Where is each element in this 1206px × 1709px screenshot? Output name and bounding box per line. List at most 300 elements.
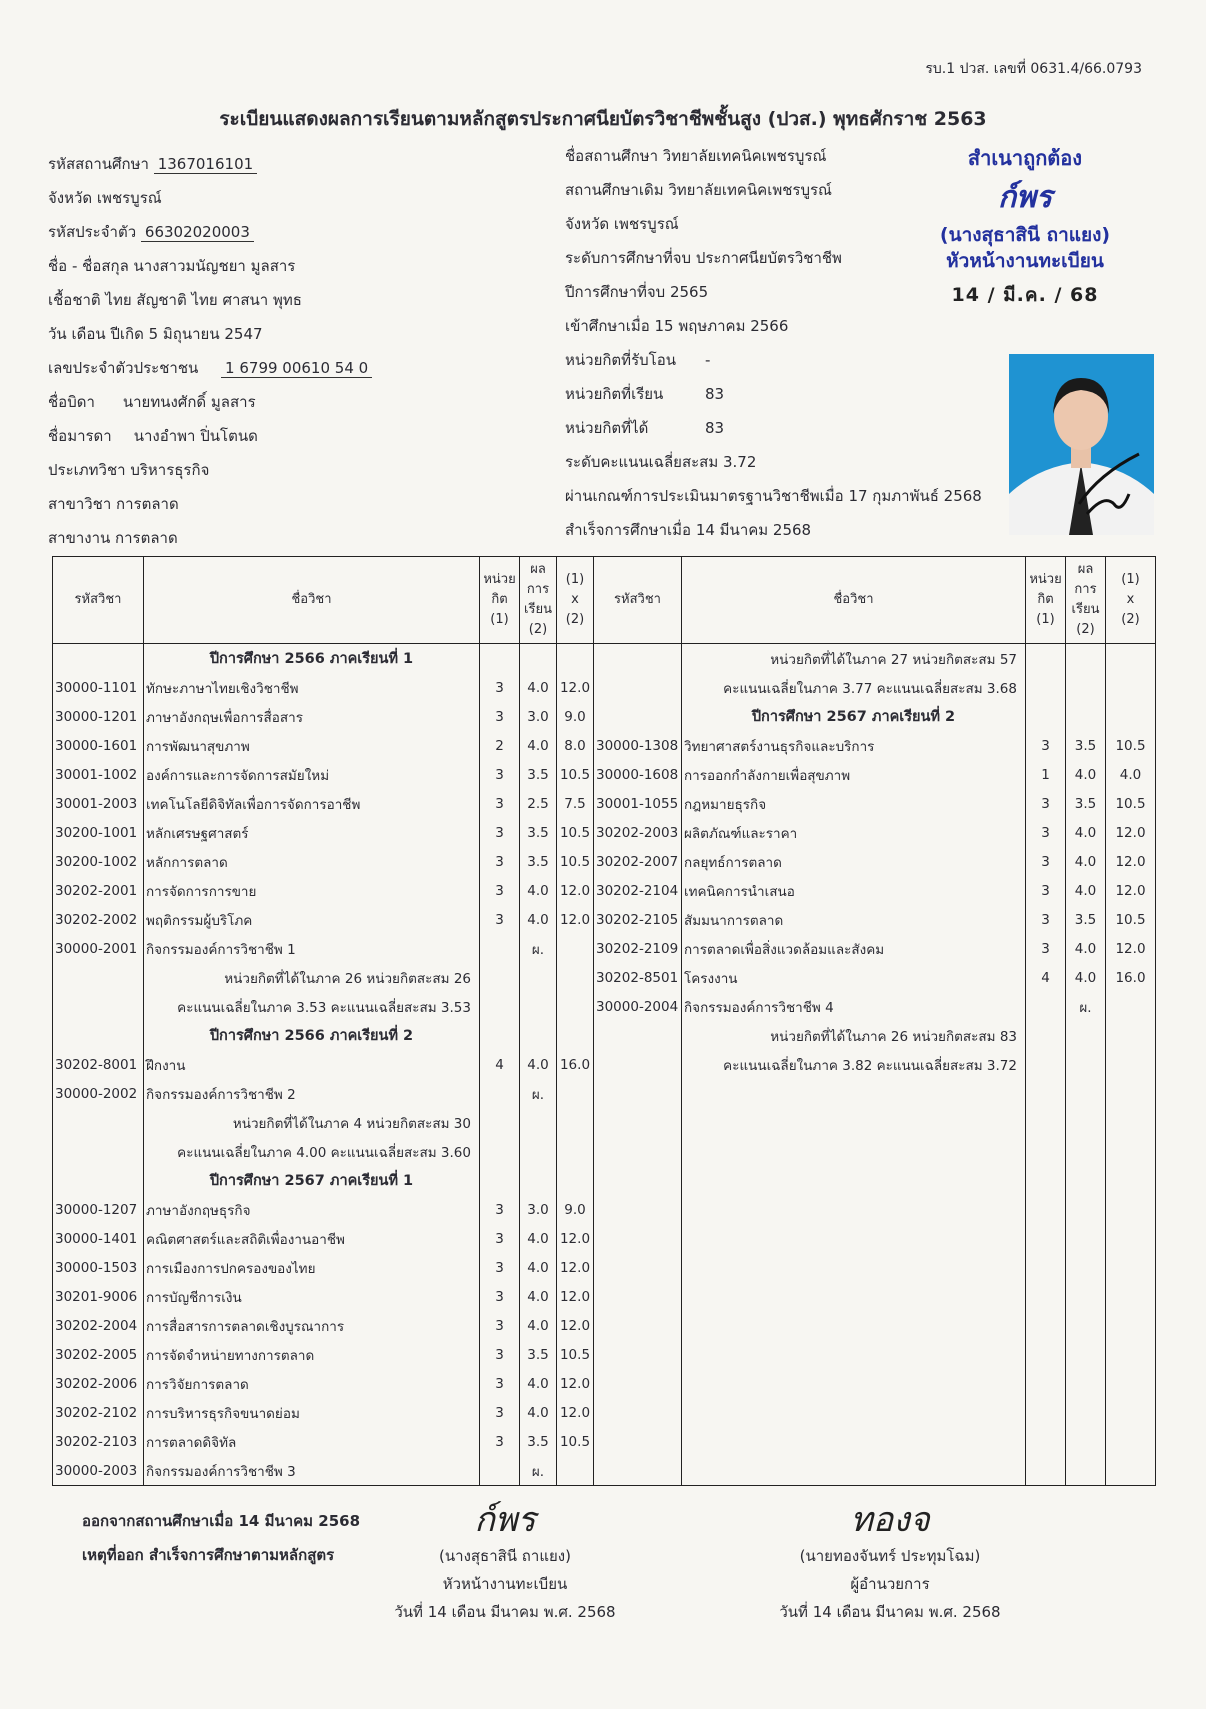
- certified-copy-heading: สำเนาถูกต้อง: [967, 146, 1083, 170]
- school-code-label: รหัสสถานศึกษา: [48, 155, 149, 173]
- director-signature: ทองจ: [850, 1500, 930, 1540]
- course-name: สัมมนาการตลาด: [682, 905, 1026, 934]
- semester-heading: ปีการศึกษา 2566 ภาคเรียนที่ 1: [144, 644, 480, 674]
- course-product: 12.0: [557, 1224, 594, 1253]
- course-code: 30000-1101: [53, 673, 144, 702]
- course-code: 30202-2102: [53, 1398, 144, 1427]
- course-name: การบัญชีการเงิน: [144, 1282, 480, 1311]
- empty-cell: [520, 1021, 557, 1050]
- studied-credits: 83: [705, 385, 725, 403]
- course-product: 12.0: [557, 1282, 594, 1311]
- course-grade: ผ.: [520, 1079, 557, 1108]
- course-credit: 3: [480, 818, 520, 847]
- empty-cell: [53, 1021, 144, 1050]
- empty-cell: [480, 1166, 520, 1195]
- product-header: (1) x (2): [1106, 557, 1156, 644]
- student-info: [48, 147, 372, 555]
- course-credit: 3: [480, 1311, 520, 1340]
- course-product: 12.0: [1106, 876, 1156, 905]
- course-credit: [480, 1079, 520, 1108]
- field-of-study: สาขางาน การตลาด: [48, 529, 178, 547]
- empty-cell: [1026, 1456, 1066, 1486]
- empty-cell: [682, 1282, 1026, 1311]
- course-grade: 4.0: [520, 1253, 557, 1282]
- empty-cell: [1066, 1398, 1106, 1427]
- course-grade: 4.0: [520, 1282, 557, 1311]
- empty-cell: [1106, 1369, 1156, 1398]
- course-code: 30202-2006: [53, 1369, 144, 1398]
- grade-header: ผล การ เรียน (2): [1066, 557, 1106, 644]
- empty-cell: [1106, 673, 1156, 702]
- course-grade: 4.0: [520, 1398, 557, 1427]
- course-code: 30202-2103: [53, 1427, 144, 1456]
- course-credit: 3: [480, 760, 520, 789]
- empty-cell: [1026, 1282, 1066, 1311]
- course-name: การบริหารธุรกิจขนาดย่อม: [144, 1398, 480, 1427]
- course-grade: 4.0: [1066, 847, 1106, 876]
- course-product: 9.0: [557, 702, 594, 731]
- empty-cell: [1066, 1108, 1106, 1137]
- empty-cell: [53, 992, 144, 1021]
- course-product: 12.0: [557, 1398, 594, 1427]
- entry-date: เข้าศึกษาเมื่อ 15 พฤษภาคม 2566: [565, 317, 789, 335]
- registrar-date: วันที่ 14 เดือน มีนาคม พ.ศ. 2568: [394, 1603, 616, 1621]
- director-signature-block: [760, 1498, 1020, 1626]
- empty-cell: [1026, 702, 1066, 731]
- course-code: 30200-1001: [53, 818, 144, 847]
- course-name: โครงงาน: [682, 963, 1026, 992]
- empty-cell: [1026, 1398, 1066, 1427]
- empty-cell: [1026, 1311, 1066, 1340]
- empty-cell: [1026, 1253, 1066, 1282]
- course-credit: 3: [480, 1427, 520, 1456]
- empty-cell: [1106, 1195, 1156, 1224]
- semester-summary: หน่วยกิตที่ได้ในภาค 26 หน่วยกิตสะสม 26: [144, 963, 480, 992]
- exit-reason: เหตุที่ออก สำเร็จการศึกษาตามหลักสูตร: [82, 1546, 335, 1564]
- certify-date: 14 / มี.ค. / 68: [951, 284, 1099, 306]
- course-product: 16.0: [1106, 963, 1156, 992]
- empty-cell: [520, 1166, 557, 1195]
- empty-cell: [1066, 1369, 1106, 1398]
- course-code: 30001-2003: [53, 789, 144, 818]
- course-name: ภาษาอังกฤษเพื่อการสื่อสาร: [144, 702, 480, 731]
- semester-heading: ปีการศึกษา 2566 ภาคเรียนที่ 2: [144, 1021, 480, 1050]
- empty-cell: [682, 1224, 1026, 1253]
- course-name: กิจกรรมองค์การวิชาชีพ 4: [682, 992, 1026, 1021]
- empty-cell: [1026, 1369, 1066, 1398]
- course-code: 30000-2003: [53, 1456, 144, 1486]
- course-credit: 3: [480, 1224, 520, 1253]
- semester-summary: คะแนนเฉลี่ยในภาค 3.77 คะแนนเฉลี่ยสะสม 3.68: [682, 673, 1026, 702]
- course-product: 10.5: [557, 818, 594, 847]
- empty-cell: [594, 1137, 682, 1166]
- empty-cell: [1026, 1340, 1066, 1369]
- course-credit: 1: [1026, 760, 1066, 789]
- table-row: [53, 760, 1156, 789]
- course-grade: 4.0: [520, 905, 557, 934]
- course-credit: 3: [1026, 789, 1066, 818]
- table-row: [53, 1282, 1156, 1311]
- course-credit: [480, 934, 520, 963]
- course-name: หลักเศรษฐศาสตร์: [144, 818, 480, 847]
- empty-cell: [594, 1282, 682, 1311]
- empty-cell: [1106, 1050, 1156, 1079]
- semester-summary: หน่วยกิตที่ได้ในภาค 4 หน่วยกิตสะสม 30: [144, 1108, 480, 1137]
- course-product: 12.0: [557, 673, 594, 702]
- course-code: 30000-1503: [53, 1253, 144, 1282]
- province-text: จังหวัด เพชรบูรณ์: [48, 189, 162, 207]
- course-product: 12.0: [1106, 847, 1156, 876]
- empty-cell: [1106, 1224, 1156, 1253]
- empty-cell: [682, 1427, 1026, 1456]
- empty-cell: [1066, 673, 1106, 702]
- father-label: ชื่อบิดา: [48, 393, 95, 411]
- table-row: [53, 1427, 1156, 1456]
- course-grade: 3.0: [520, 1195, 557, 1224]
- empty-cell: [682, 1340, 1026, 1369]
- course-grade: 4.0: [1066, 760, 1106, 789]
- mother-label: ชื่อมารดา: [48, 427, 112, 445]
- empty-cell: [53, 1137, 144, 1166]
- course-grade: 3.5: [520, 760, 557, 789]
- course-name: หลักการตลาด: [144, 847, 480, 876]
- major: สาขาวิชา การตลาด: [48, 495, 179, 513]
- table-row: [53, 1166, 1156, 1195]
- course-name: ภาษาอังกฤษธุรกิจ: [144, 1195, 480, 1224]
- certified-copy-stamp: [915, 142, 1135, 310]
- registrar-signature: ก์พร: [474, 1500, 536, 1540]
- course-code: 30202-2004: [53, 1311, 144, 1340]
- course-name: กิจกรรมองค์การวิชาชีพ 3: [144, 1456, 480, 1486]
- course-name: กิจกรรมองค์การวิชาชีพ 1: [144, 934, 480, 963]
- table-row: [53, 847, 1156, 876]
- empty-cell: [682, 1311, 1026, 1340]
- table-row: [53, 1369, 1156, 1398]
- table-row: [53, 1137, 1156, 1166]
- course-grade: 2.5: [520, 789, 557, 818]
- empty-cell: [1106, 1079, 1156, 1108]
- director-position: ผู้อำนวยการ: [850, 1575, 930, 1593]
- student-id-label: รหัสประจำตัว: [48, 223, 137, 241]
- course-name: การเมืองการปกครองของไทย: [144, 1253, 480, 1282]
- course-code: 30000-1608: [594, 760, 682, 789]
- course-product: [557, 934, 594, 963]
- course-credit: 3: [480, 673, 520, 702]
- empty-cell: [1106, 1340, 1156, 1369]
- student-id: 66302020003: [141, 223, 254, 242]
- course-credit: 3: [1026, 934, 1066, 963]
- empty-cell: [1106, 1427, 1156, 1456]
- director-name: (นายทองจันทร์ ประทุมโฉม): [799, 1547, 981, 1565]
- course-product: 12.0: [557, 905, 594, 934]
- empty-cell: [1026, 1224, 1066, 1253]
- empty-cell: [1066, 702, 1106, 731]
- empty-cell: [594, 1427, 682, 1456]
- empty-cell: [682, 1137, 1026, 1166]
- product-header: (1) x (2): [557, 557, 594, 644]
- course-grade: 4.0: [1066, 934, 1106, 963]
- semester-summary: คะแนนเฉลี่ยในภาค 4.00 คะแนนเฉลี่ยสะสม 3.60: [144, 1137, 480, 1166]
- semester-summary: คะแนนเฉลี่ยในภาค 3.82 คะแนนเฉลี่ยสะสม 3.72: [682, 1050, 1026, 1079]
- empty-cell: [1106, 1137, 1156, 1166]
- course-code: 30202-2001: [53, 876, 144, 905]
- nationality-text: เชื้อชาติ ไทย สัญชาติ ไทย ศาสนา พุทธ: [48, 291, 302, 309]
- certifier-signature: ก์พร: [997, 180, 1053, 215]
- empty-cell: [1066, 1311, 1106, 1340]
- course-name: เทคโนโลยีดิจิทัลเพื่อการจัดการอาชีพ: [144, 789, 480, 818]
- course-grade: 3.5: [520, 847, 557, 876]
- course-code-header: รหัสวิชา: [594, 557, 682, 644]
- table-row: [53, 731, 1156, 760]
- course-name: การตลาดดิจิทัล: [144, 1427, 480, 1456]
- empty-cell: [594, 1108, 682, 1137]
- course-grade: 4.0: [1066, 818, 1106, 847]
- course-name: การวิจัยการตลาด: [144, 1369, 480, 1398]
- table-row: [53, 1253, 1156, 1282]
- empty-cell: [480, 963, 520, 992]
- registrar-position: หัวหน้างานทะเบียน: [442, 1575, 568, 1593]
- course-credit: [480, 1456, 520, 1486]
- school-province: จังหวัด เพชรบูรณ์: [565, 215, 679, 233]
- course-product: 12.0: [557, 876, 594, 905]
- course-credit: 3: [480, 847, 520, 876]
- semester-summary: หน่วยกิตที่ได้ในภาค 27 หน่วยกิตสะสม 57: [682, 644, 1026, 674]
- course-code: 30202-2109: [594, 934, 682, 963]
- course-grade: ผ.: [1066, 992, 1106, 1021]
- course-product: 10.5: [557, 1340, 594, 1369]
- birth-date: วัน เดือน ปีเกิด 5 มิถุนายน 2547: [48, 325, 263, 343]
- course-product: 12.0: [557, 1369, 594, 1398]
- course-product: 4.0: [1106, 760, 1156, 789]
- semester-heading: ปีการศึกษา 2567 ภาคเรียนที่ 1: [144, 1166, 480, 1195]
- empty-cell: [557, 1021, 594, 1050]
- course-name: การออกกำลังกายเพื่อสุขภาพ: [682, 760, 1026, 789]
- course-credit: 3: [480, 1253, 520, 1282]
- empty-cell: [682, 1079, 1026, 1108]
- course-name: คณิตศาสตร์และสถิติเพื่องานอาชีพ: [144, 1224, 480, 1253]
- course-name-header: ชื่อวิชา: [144, 557, 480, 644]
- empty-cell: [682, 1253, 1026, 1282]
- course-grade: 3.0: [520, 702, 557, 731]
- empty-cell: [594, 1195, 682, 1224]
- course-credit: 3: [480, 876, 520, 905]
- course-product: 10.5: [557, 760, 594, 789]
- table-row: [53, 1108, 1156, 1137]
- empty-cell: [594, 673, 682, 702]
- empty-cell: [557, 992, 594, 1021]
- school-code: 1367016101: [154, 155, 257, 174]
- course-grade: 3.5: [1066, 731, 1106, 760]
- empty-cell: [1026, 1021, 1066, 1050]
- course-code: 30001-1002: [53, 760, 144, 789]
- course-name: การจัดการการขาย: [144, 876, 480, 905]
- empty-cell: [1106, 702, 1156, 731]
- course-name-header: ชื่อวิชา: [682, 557, 1026, 644]
- empty-cell: [1066, 1166, 1106, 1195]
- course-grade: 3.5: [520, 1340, 557, 1369]
- course-code: 30001-1055: [594, 789, 682, 818]
- certifier-name: (นางสุธาสินี ถาแยง): [939, 224, 1111, 246]
- empty-cell: [1066, 1195, 1106, 1224]
- course-code: 30200-1002: [53, 847, 144, 876]
- course-product: 16.0: [557, 1050, 594, 1079]
- credit-header: หน่วย กิต (1): [480, 557, 520, 644]
- previous-school: สถานศึกษาเดิม วิทยาลัยเทคนิคเพชรบูรณ์: [565, 181, 832, 199]
- empty-cell: [1066, 1340, 1106, 1369]
- grades-table: [52, 556, 1156, 1486]
- course-grade: 3.5: [520, 1427, 557, 1456]
- empty-cell: [594, 702, 682, 731]
- course-name: ทักษะภาษาไทยเชิงวิชาชีพ: [144, 673, 480, 702]
- table-row: [53, 1224, 1156, 1253]
- empty-cell: [480, 644, 520, 674]
- empty-cell: [53, 644, 144, 674]
- graduation-date: สำเร็จการศึกษาเมื่อ 14 มีนาคม 2568: [565, 521, 812, 539]
- empty-cell: [557, 1166, 594, 1195]
- empty-cell: [480, 1108, 520, 1137]
- empty-cell: [1106, 644, 1156, 674]
- citizen-id: 1 6799 00610 54 0: [221, 359, 372, 378]
- course-product: 8.0: [557, 731, 594, 760]
- table-row: [53, 876, 1156, 905]
- empty-cell: [1066, 1137, 1106, 1166]
- course-name: การพัฒนาสุขภาพ: [144, 731, 480, 760]
- course-name: พฤติกรรมผู้บริโภค: [144, 905, 480, 934]
- empty-cell: [53, 963, 144, 992]
- table-row: [53, 789, 1156, 818]
- course-product: [557, 1079, 594, 1108]
- studied-credits-label: หน่วยกิตที่เรียน: [565, 385, 664, 403]
- empty-cell: [1106, 1253, 1156, 1282]
- course-code: 30201-9006: [53, 1282, 144, 1311]
- course-code: 30000-2002: [53, 1079, 144, 1108]
- course-credit: 4: [480, 1050, 520, 1079]
- course-grade: 4.0: [1066, 876, 1106, 905]
- course-credit: 4: [1026, 963, 1066, 992]
- empty-cell: [1106, 1398, 1156, 1427]
- course-code-header: รหัสวิชา: [53, 557, 144, 644]
- table-row: [53, 934, 1156, 963]
- table-row: [53, 905, 1156, 934]
- student-photo: [1009, 354, 1154, 535]
- citizen-id-label: เลขประจำตัวประชาชน: [48, 359, 199, 377]
- course-credit: 3: [480, 1282, 520, 1311]
- course-grade: 4.0: [520, 673, 557, 702]
- empty-cell: [1066, 1282, 1106, 1311]
- course-product: 10.5: [1106, 731, 1156, 760]
- empty-cell: [1026, 644, 1066, 674]
- graduation-year: ปีการศึกษาที่จบ 2565: [565, 283, 709, 301]
- empty-cell: [53, 1166, 144, 1195]
- course-credit: 3: [1026, 818, 1066, 847]
- course-grade: 4.0: [520, 1224, 557, 1253]
- table-row: [53, 1340, 1156, 1369]
- empty-cell: [1066, 1050, 1106, 1079]
- empty-cell: [520, 644, 557, 674]
- table-row: [53, 1050, 1156, 1079]
- table-row: [53, 818, 1156, 847]
- empty-cell: [594, 1166, 682, 1195]
- course-name: การจัดจำหน่ายทางการตลาด: [144, 1340, 480, 1369]
- empty-cell: [557, 644, 594, 674]
- course-name: เทคนิคการนำเสนอ: [682, 876, 1026, 905]
- course-grade: 4.0: [1066, 963, 1106, 992]
- course-code: 30202-8001: [53, 1050, 144, 1079]
- course-grade: 3.5: [1066, 905, 1106, 934]
- credit-header: หน่วย กิต (1): [1026, 557, 1066, 644]
- course-product: 10.5: [557, 1427, 594, 1456]
- course-code: 30000-1601: [53, 731, 144, 760]
- exit-info: [82, 1504, 360, 1572]
- program-type: ประเภทวิชา บริหารธุรกิจ: [48, 461, 210, 479]
- course-name: ผลิตภัณฑ์และราคา: [682, 818, 1026, 847]
- table-row: [53, 1311, 1156, 1340]
- course-credit: 3: [480, 1195, 520, 1224]
- gpax: ระดับคะแนนเฉลี่ยสะสม 3.72: [565, 453, 757, 471]
- course-code: 30202-2002: [53, 905, 144, 934]
- table-row: [53, 992, 1156, 1021]
- course-product: 10.5: [1106, 905, 1156, 934]
- course-code: 30202-2007: [594, 847, 682, 876]
- empty-cell: [480, 992, 520, 1021]
- empty-cell: [1026, 1137, 1066, 1166]
- course-name: องค์การและการจัดการสมัยใหม่: [144, 760, 480, 789]
- empty-cell: [594, 1224, 682, 1253]
- course-credit: 3: [480, 789, 520, 818]
- course-grade: 4.0: [520, 1369, 557, 1398]
- empty-cell: [480, 1021, 520, 1050]
- empty-cell: [1066, 1021, 1106, 1050]
- student-name: ชื่อ - ชื่อสกุล นางสาวมนัญชยา มูลสาร: [48, 257, 296, 275]
- course-name: วิทยาศาสตร์งานธุรกิจและบริการ: [682, 731, 1026, 760]
- empty-cell: [594, 1311, 682, 1340]
- course-credit: 3: [480, 1369, 520, 1398]
- empty-cell: [594, 1369, 682, 1398]
- empty-cell: [557, 963, 594, 992]
- table-row: [53, 702, 1156, 731]
- empty-cell: [1026, 1108, 1066, 1137]
- course-grade: 4.0: [520, 1050, 557, 1079]
- course-credit: 3: [1026, 847, 1066, 876]
- course-grade: 4.0: [520, 731, 557, 760]
- empty-cell: [594, 1253, 682, 1282]
- table-row: [53, 1021, 1156, 1050]
- empty-cell: [1106, 1021, 1156, 1050]
- empty-cell: [1026, 673, 1066, 702]
- empty-cell: [1066, 1224, 1106, 1253]
- empty-cell: [1066, 1253, 1106, 1282]
- table-row: [53, 1456, 1156, 1486]
- empty-cell: [594, 1340, 682, 1369]
- course-product: 12.0: [557, 1311, 594, 1340]
- semester-summary: คะแนนเฉลี่ยในภาค 3.53 คะแนนเฉลี่ยสะสม 3.53: [144, 992, 480, 1021]
- empty-cell: [1106, 1108, 1156, 1137]
- course-product: [1106, 992, 1156, 1021]
- course-product: [557, 1456, 594, 1486]
- course-name: การตลาดเพื่อสิ่งแวดล้อมและสังคม: [682, 934, 1026, 963]
- grade-header: ผล การ เรียน (2): [520, 557, 557, 644]
- course-product: 9.0: [557, 1195, 594, 1224]
- empty-cell: [594, 1398, 682, 1427]
- semester-heading: ปีการศึกษา 2567 ภาคเรียนที่ 2: [682, 702, 1026, 731]
- empty-cell: [1106, 1282, 1156, 1311]
- course-credit: 3: [1026, 876, 1066, 905]
- director-date: วันที่ 14 เดือน มีนาคม พ.ศ. 2568: [779, 1603, 1001, 1621]
- course-name: ฝึกงาน: [144, 1050, 480, 1079]
- transfer-credits-label: หน่วยกิตที่รับโอน: [565, 351, 676, 369]
- course-code: 30000-1207: [53, 1195, 144, 1224]
- empty-cell: [594, 1456, 682, 1486]
